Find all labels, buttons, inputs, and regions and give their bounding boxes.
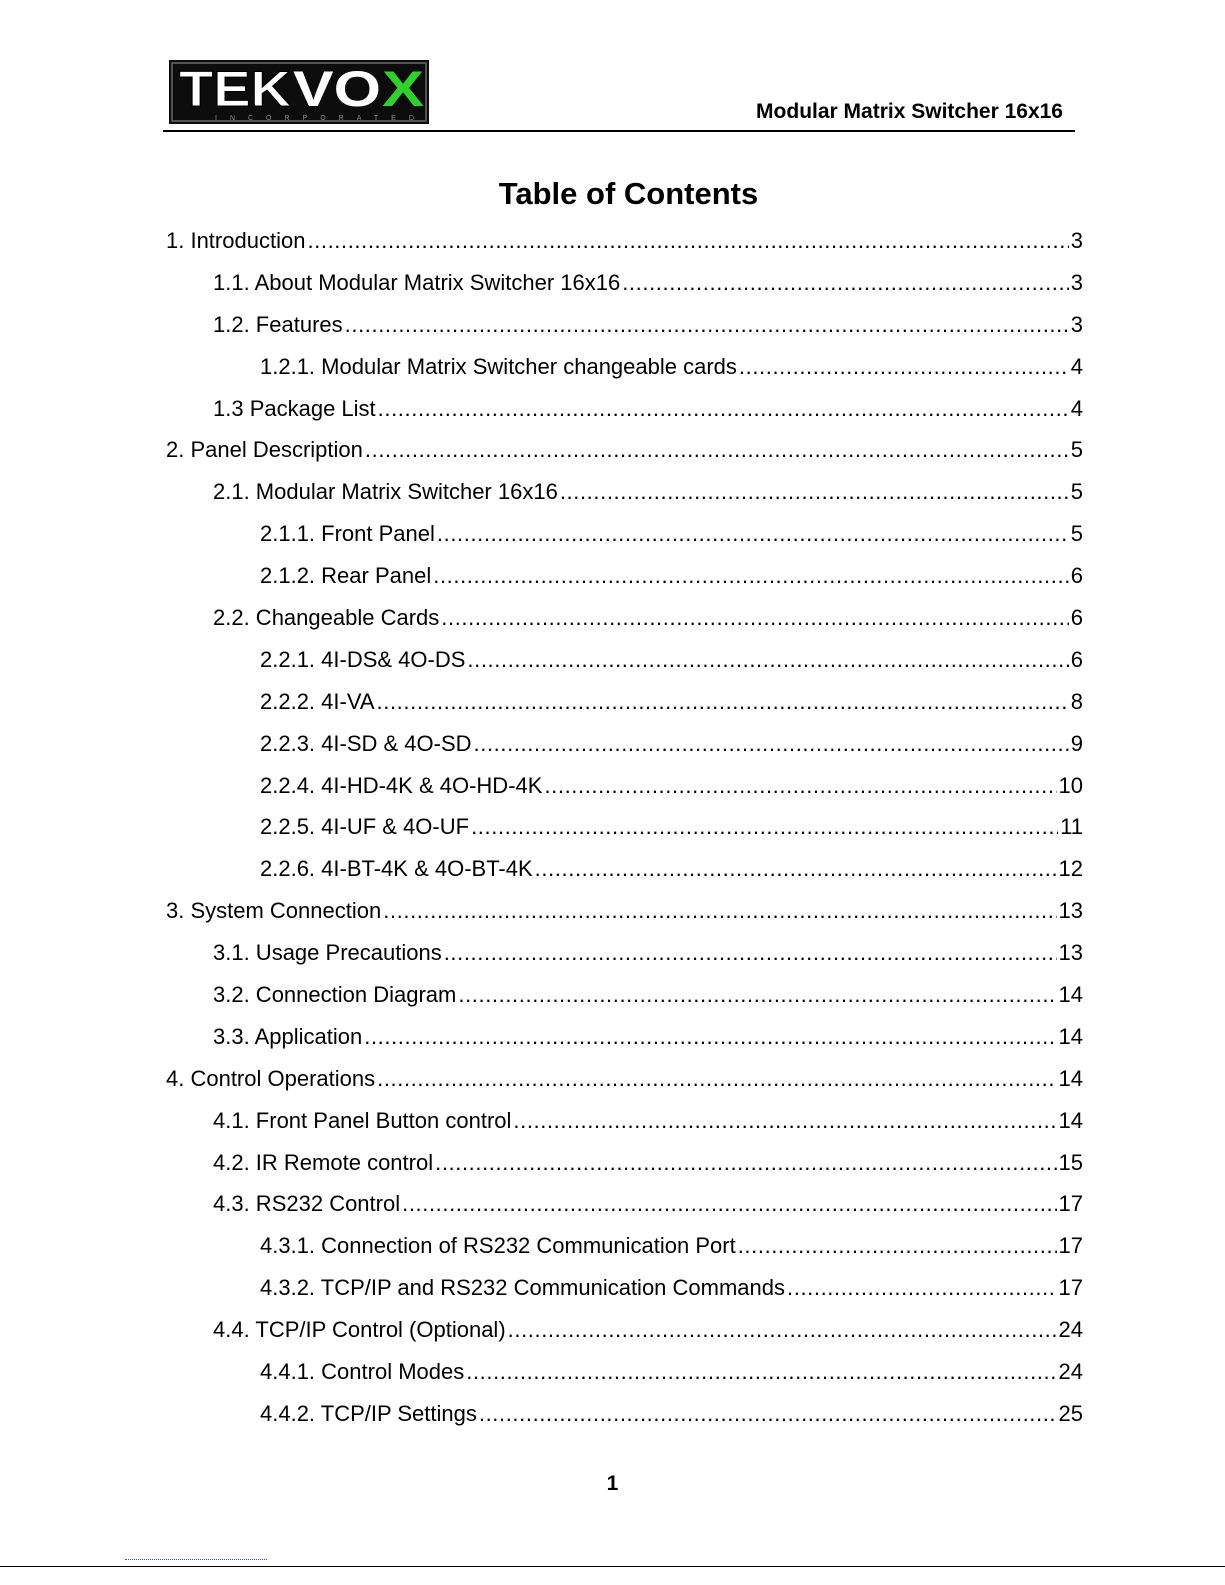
toc-entry[interactable]: [166, 429, 1083, 471]
toc-entry-page: 13: [1058, 940, 1083, 966]
toc-entry-label: 4.3.2. TCP/IP and RS232 Communication Commands: [260, 1275, 786, 1301]
toc-entry[interactable]: [166, 932, 1083, 974]
toc-entry-label: 3.1. Usage Precautions: [213, 940, 442, 966]
toc-entry-label: 1.2.1. Modular Matrix Switcher changeable cards: [260, 353, 737, 379]
logo-text-tek: TEK: [179, 61, 291, 117]
toc-entry[interactable]: [166, 1016, 1083, 1058]
toc-dot-leader: [365, 429, 1069, 471]
toc-dot-leader: [458, 974, 1056, 1016]
toc-dot-leader: [479, 1393, 1057, 1435]
toc-entry[interactable]: [166, 1267, 1083, 1309]
toc-entry-label: 3. System Connection: [166, 898, 382, 924]
toc-entry-label: 1.2. Features: [213, 311, 343, 337]
toc-entry-label: 2.2.4. 4I-HD-4K & 4O-HD-4K: [260, 772, 543, 798]
toc-entry-page: 24: [1058, 1359, 1083, 1385]
page-number: 1: [606, 1472, 619, 1495]
toc-dot-leader: [466, 1351, 1056, 1393]
toc-entry-label: 2.1. Modular Matrix Switcher 16x16: [213, 479, 558, 505]
toc-dot-leader: [437, 513, 1069, 555]
toc-dot-leader: [435, 1142, 1056, 1184]
toc-entry-page: 4: [1070, 395, 1083, 421]
toc-entry-label: 2. Panel Description: [166, 437, 363, 463]
toc-entry[interactable]: [166, 555, 1083, 597]
toc-entry-label: 3.2. Connection Diagram: [213, 982, 457, 1008]
toc-entry[interactable]: [166, 1393, 1083, 1435]
toc-entry-label: 2.2.1. 4I-DS& 4O-DS: [260, 646, 466, 672]
toc-entry-label: 1. Introduction: [166, 228, 306, 253]
toc-entry[interactable]: [166, 262, 1083, 304]
toc-dot-leader: [383, 890, 1056, 932]
toc-entry-page: 6: [1070, 563, 1083, 589]
logo-text-x: X: [382, 61, 424, 117]
toc-dot-leader: [474, 723, 1069, 765]
toc-entry[interactable]: [166, 597, 1083, 639]
header-title: Modular Matrix Switcher 16x16: [756, 100, 1063, 123]
toc-entry[interactable]: [166, 890, 1083, 932]
toc-entry-page: 8: [1070, 688, 1083, 714]
toc-entry-page: 17: [1058, 1191, 1083, 1217]
toc-entry-page: 25: [1058, 1400, 1083, 1426]
toc-entry-page: 14: [1058, 982, 1083, 1008]
toc-dot-leader: [444, 932, 1057, 974]
toc-entry-label: 4.3.1. Connection of RS232 Communication Port: [260, 1233, 736, 1259]
toc-entry-page: 4: [1070, 353, 1083, 379]
toc-entry[interactable]: [166, 1225, 1083, 1267]
toc-entry-label: 1.3 Package List: [213, 395, 376, 421]
toc-entry[interactable]: [166, 471, 1083, 513]
toc-entry[interactable]: [166, 806, 1083, 848]
toc-entry[interactable]: [166, 723, 1083, 765]
footer-link-underline: [125, 1559, 267, 1560]
toc-entry-label: 1.1. About Modular Matrix Switcher 16x16: [213, 269, 621, 295]
toc-entry[interactable]: [166, 388, 1083, 430]
toc-dot-leader: [739, 346, 1069, 388]
toc-entry-label: 2.1.2. Rear Panel: [260, 563, 432, 589]
toc-entry-label: 3.3. Application: [213, 1023, 363, 1049]
toc-entry-page: 17: [1058, 1233, 1083, 1259]
toc-entry[interactable]: [166, 681, 1083, 723]
toc-entry[interactable]: [166, 220, 1083, 262]
toc-entry[interactable]: [166, 848, 1083, 890]
toc-entry-page: 5: [1070, 479, 1083, 505]
toc-entry[interactable]: [166, 1351, 1083, 1393]
toc-entry-page: 3: [1070, 311, 1083, 337]
logo-text-vo: VO: [293, 61, 381, 117]
toc-entry-page: 14: [1058, 1023, 1083, 1049]
toc-dot-leader: [345, 304, 1069, 346]
toc-entry-page: 17: [1058, 1275, 1083, 1301]
toc-entry[interactable]: [166, 1142, 1083, 1184]
toc-entry-label: 2.2.6. 4I-BT-4K & 4O-BT-4K: [260, 856, 533, 882]
toc-dot-leader: [467, 639, 1068, 681]
toc-entry[interactable]: [166, 639, 1083, 681]
toc-entry[interactable]: [166, 765, 1083, 807]
toc-entry[interactable]: [166, 346, 1083, 388]
toc-dot-leader: [508, 1309, 1057, 1351]
toc-entry-label: 2.1.1. Front Panel: [260, 521, 435, 547]
toc-entry-page: 3: [1070, 269, 1083, 295]
toc-dot-leader: [364, 1016, 1056, 1058]
toc-entry-page: 9: [1070, 730, 1083, 756]
toc-entry-label: 4.2. IR Remote control: [213, 1149, 434, 1175]
toc-dot-leader: [787, 1267, 1057, 1309]
toc-dot-leader: [471, 806, 1058, 848]
toc-entry-label: 2.2. Changeable Cards: [213, 605, 440, 631]
toc-entry-label: 2.2.5. 4I-UF & 4O-UF: [260, 814, 470, 840]
toc-entry[interactable]: [166, 1100, 1083, 1142]
toc-dot-leader: [307, 220, 1068, 262]
toc-entry[interactable]: [166, 304, 1083, 346]
toc-entry-page: 11: [1060, 814, 1083, 840]
header-divider: [163, 130, 1075, 132]
toc-entry-label: 4.4.2. TCP/IP Settings: [260, 1400, 477, 1426]
toc-dot-leader: [544, 765, 1056, 807]
logo-tagline: INCORPORATED: [215, 115, 427, 122]
toc-entry[interactable]: [166, 513, 1083, 555]
toc-entry[interactable]: [166, 1309, 1083, 1351]
page-header: [163, 58, 1075, 132]
toc-entry-page: 5: [1070, 437, 1083, 463]
toc-entry-label: 4.4. TCP/IP Control (Optional): [213, 1317, 506, 1343]
toc-dot-leader: [441, 597, 1068, 639]
toc-entry-label: 4.3. RS232 Control: [213, 1191, 401, 1217]
toc-entry[interactable]: [166, 1058, 1083, 1100]
toc-dot-leader: [433, 555, 1069, 597]
toc-dot-leader: [622, 262, 1069, 304]
toc-dot-leader: [513, 1100, 1056, 1142]
toc-entry-label: 4.4.1. Control Modes: [260, 1359, 465, 1385]
toc-entry[interactable]: [166, 1183, 1083, 1225]
toc-dot-leader: [560, 471, 1069, 513]
toc-entry-label: 2.2.2. 4I-VA: [260, 688, 375, 714]
toc-entry-label: 4.1. Front Panel Button control: [213, 1107, 512, 1133]
toc-list: [166, 220, 1083, 1435]
toc-entry-label: 4. Control Operations: [166, 1065, 376, 1091]
toc-entry-page: 6: [1070, 605, 1083, 631]
toc-entry-page: 13: [1058, 898, 1083, 924]
toc-dot-leader: [738, 1225, 1057, 1267]
toc-dot-leader: [377, 681, 1069, 723]
toc-entry-page: 6: [1070, 646, 1083, 672]
toc-entry-page: 10: [1058, 772, 1083, 798]
toc-entry-page: 15: [1058, 1149, 1083, 1175]
toc-dot-leader: [535, 848, 1057, 890]
toc-title: Table of Contents: [498, 176, 759, 211]
tekvox-logo: [169, 60, 429, 124]
toc-entry-page: 14: [1058, 1065, 1083, 1091]
toc-entry-page: 5: [1070, 521, 1083, 547]
toc-entry-page: 3: [1070, 228, 1083, 253]
toc-entry-label: 2.2.3. 4I-SD & 4O-SD: [260, 730, 472, 756]
toc-entry-page: 12: [1058, 856, 1083, 882]
toc-entry[interactable]: [166, 974, 1083, 1016]
toc-entry-page: 14: [1058, 1107, 1083, 1133]
footer-divider: [0, 1566, 1225, 1567]
toc-dot-leader: [402, 1183, 1056, 1225]
toc-dot-leader: [377, 1058, 1056, 1100]
toc-dot-leader: [378, 388, 1069, 430]
toc-entry-page: 24: [1058, 1317, 1083, 1343]
